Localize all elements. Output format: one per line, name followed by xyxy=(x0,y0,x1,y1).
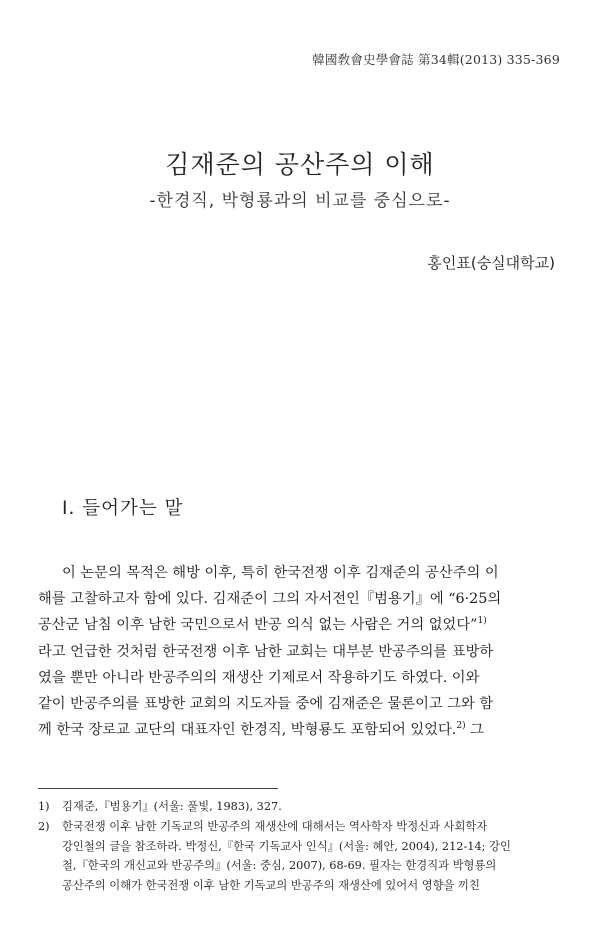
body-line: 였을 뿐만 아니라 반공주의의 재생산 기제로서 작용하기도 하였다. 이와 xyxy=(38,669,480,686)
article-subtitle: -한경직, 박형룡과의 비교를 중심으로- xyxy=(149,191,451,211)
footnote-ref[interactable]: 2) xyxy=(456,721,466,732)
footnote-ref[interactable]: 1) xyxy=(477,616,487,627)
footnote-divider xyxy=(38,788,278,789)
body-line xyxy=(38,717,562,743)
body-line: 이 논문의 목적은 해방 이후, 특히 한국전쟁 이후 김재준의 공산주의 이 xyxy=(62,565,499,581)
article-title: 김재준의 공산주의 이해 xyxy=(165,150,435,179)
footnote-line: 한국전쟁 이후 남한 기독교의 반공주의 재생산에 대해서는 역사학자 박정신과 사회학자 xyxy=(62,819,488,833)
footnote-line: 강인철의 글을 참조하라. 박정신,『한국 기독교사 인식』(서울: 혜안, 2004), 212-14; 강인 xyxy=(62,839,511,853)
footnote xyxy=(38,797,562,817)
running-head: 韓國敎會史學會誌 第34輯(2013) 335-369 xyxy=(312,52,560,67)
body-line xyxy=(38,612,562,638)
body-line-text: 공산군 남침 이후 남한 국민으로서 반공 의식 없는 사람은 거의 없었다” xyxy=(38,617,478,634)
footnote-number: 1) xyxy=(38,800,50,813)
body-line: 같이 반공주의를 표방한 교회의 지도자들 중에 김재준은 물론이고 그와 함 xyxy=(38,696,494,713)
body-line: 라고 언급한 것처럼 한국전쟁 이후 남한 교회는 대부분 반공주의를 표방하 xyxy=(38,643,494,660)
author-affiliation: 홍인표(숭실대학교) xyxy=(427,254,555,272)
body-line-text: 께 한국 장로교 교단의 대표자인 한경직, 박형룡도 포함되어 있었다. xyxy=(38,722,457,739)
body-paragraph xyxy=(38,560,562,743)
footnote-line: 철,『한국의 개신교와 반공주의』(서울: 중심, 2007), 68-69. 필자는 한경직과 박형룡의 xyxy=(62,859,497,873)
body-line-text: 그 xyxy=(465,722,484,739)
body-line: 해를 고찰하고자 함에 있다. 김재준이 그의 자서전인『범용기』에 “6·25의 xyxy=(38,591,502,608)
footnote-line: 김재준,『범용기』(서울: 풀빛, 1983), 327. xyxy=(62,800,282,813)
footnote-line: 공산주의 이해가 한국전쟁 이후 남한 기독교의 반공주의 재생산에 있어서 영향을 끼친 xyxy=(62,879,480,893)
section-heading: Ⅰ. 들어가는 말 xyxy=(62,498,184,519)
footnote xyxy=(38,817,562,896)
footnotes xyxy=(38,797,562,896)
footnote-number: 2) xyxy=(38,819,50,833)
